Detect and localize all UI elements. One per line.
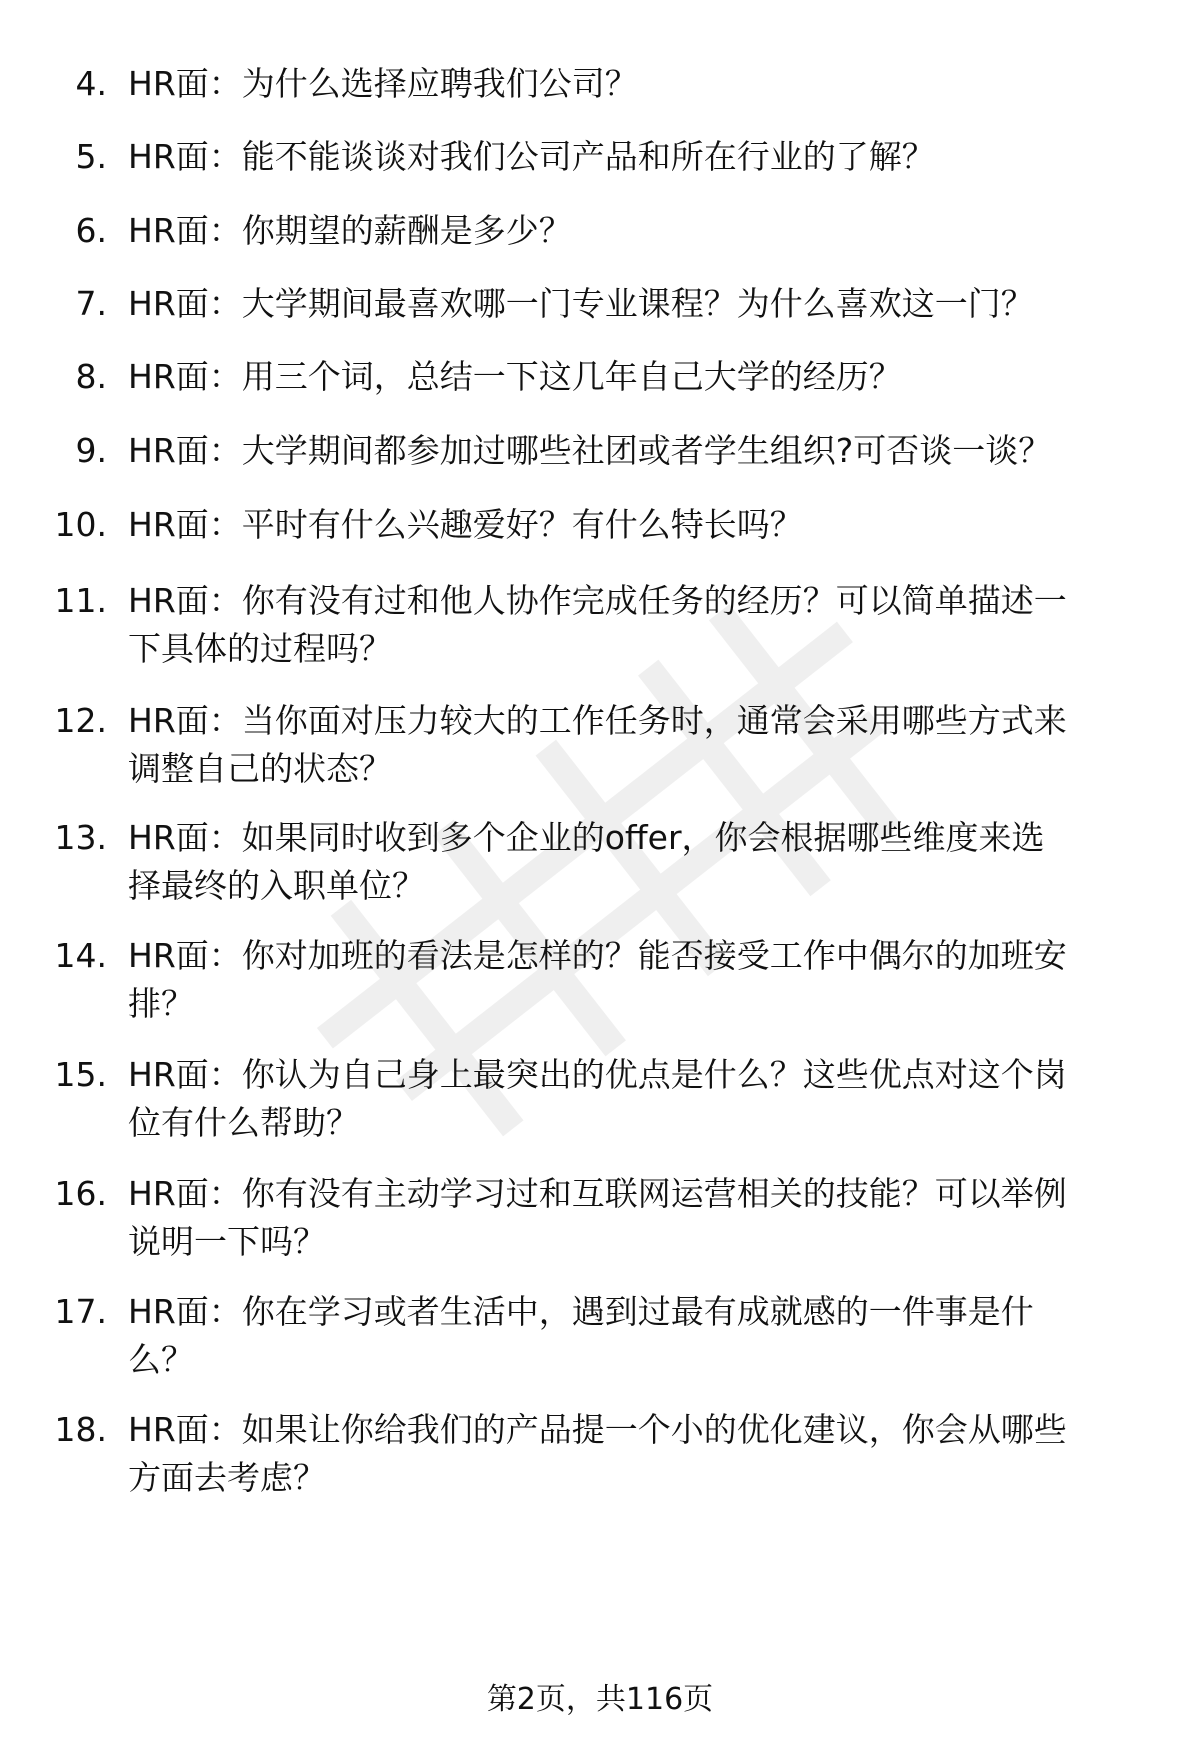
- question-number: 9.: [75, 431, 107, 470]
- question-text: HR面：你期望的薪酬是多少？: [128, 211, 572, 250]
- question-number: 7.: [75, 284, 107, 323]
- question-number: 6.: [75, 211, 107, 250]
- question-number: 15.: [54, 1055, 107, 1094]
- question-number: 13.: [54, 818, 107, 857]
- question-number: 4.: [75, 64, 107, 103]
- question-text: HR面：当你面对压力较大的工作任务时，通常会采用哪些方式来 调整自己的状态？: [128, 701, 1067, 788]
- question-text: HR面：你有没有主动学习过和互联网运营相关的技能？可以举例 说明一下吗？: [128, 1174, 1067, 1261]
- question-number: 12.: [54, 701, 107, 740]
- question-text: HR面：用三个词，总结一下这几年自己大学的经历？: [128, 357, 902, 396]
- question-number: 10.: [54, 505, 107, 544]
- question-text: HR面：平时有什么兴趣爱好？有什么特长吗？: [128, 505, 803, 544]
- question-text: HR面：大学期间都参加过哪些社团或者学生组织?可否谈一谈？: [128, 431, 1052, 470]
- question-number: 14.: [54, 936, 107, 975]
- question-number: 5.: [75, 137, 107, 176]
- question-text: HR面：你有没有过和他人协作完成任务的经历？可以简单描述一 下具体的过程吗？: [128, 581, 1067, 668]
- question-number: 11.: [54, 581, 107, 620]
- page-footer: 第2页，共116页: [486, 1682, 714, 1717]
- question-number: 8.: [75, 357, 107, 396]
- question-text: HR面：你在学习或者生活中，遇到过最有成就感的一件事是什 么？: [128, 1292, 1034, 1379]
- question-text: HR面：如果让你给我们的产品提一个小的优化建议，你会从哪些 方面去考虑？: [128, 1410, 1067, 1497]
- question-number: 18.: [54, 1410, 107, 1449]
- question-number: 16.: [54, 1174, 107, 1213]
- question-text: HR面：你对加班的看法是怎样的？能否接受工作中偶尔的加班安 排？: [128, 936, 1067, 1023]
- question-text: HR面：能不能谈谈对我们公司产品和所在行业的了解？: [128, 137, 935, 176]
- question-text: HR面：如果同时收到多个企业的offer，你会根据哪些维度来选 择最终的入职单位？: [128, 818, 1045, 905]
- question-text: HR面：大学期间最喜欢哪一门专业课程？为什么喜欢这一门？: [128, 284, 1034, 323]
- question-text: HR面：你认为自己身上最突出的优点是什么？这些优点对这个岗 位有什么帮助？: [128, 1055, 1067, 1142]
- question-text: HR面：为什么选择应聘我们公司？: [128, 64, 638, 103]
- question-number: 17.: [54, 1292, 107, 1331]
